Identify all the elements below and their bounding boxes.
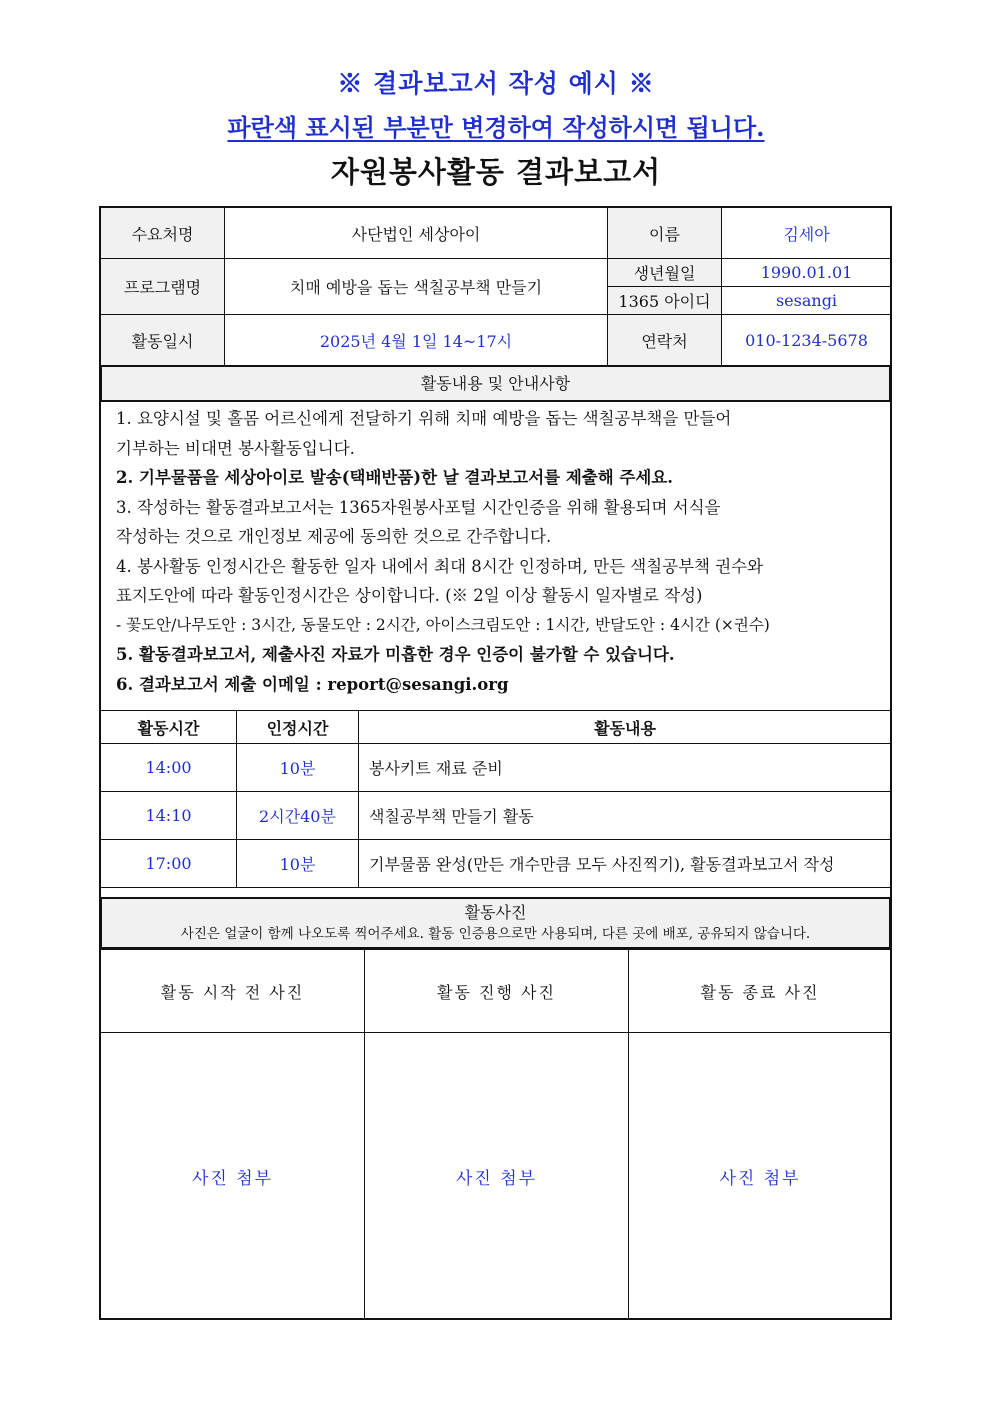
id-value: sesangi (722, 287, 892, 315)
activity-credit: 2시간40분 (237, 792, 359, 840)
activity-time: 14:00 (101, 744, 237, 792)
program-value: 치매 예방을 돕는 색칠공부책 만들기 (225, 259, 608, 315)
guide-line-1b: 기부하는 비대면 봉사활동입니다. (116, 438, 355, 458)
guide-line-1: 1. 요양시설 및 홀몸 어르신에게 전달하기 위해 치매 예방을 돕는 색칠공부책을 만들어 (116, 409, 732, 428)
org-value: 사단법인 세상아이 (225, 208, 608, 259)
guide-notes (116, 404, 888, 699)
guide-line-4b: 표지도안에 따라 활동인정시간은 상이합니다. (※ 2일 이상 활동시 일자별로 작성) (116, 586, 703, 605)
guide-line-3: 3. 작성하는 활동결과보고서는 1365자원봉사포털 시간인증을 위해 활용되며 서식을 (116, 497, 721, 517)
activity-credit-header: 인정시간 (237, 711, 359, 744)
activity-content: 봉사키트 재료 준비 (359, 744, 892, 792)
photo-after-attach[interactable]: 사진 첨부 (629, 1033, 892, 1320)
example-note: ※ 결과보고서 작성 예시 ※ (337, 69, 655, 98)
birth-label: 생년월일 (608, 259, 722, 287)
guide-line-5: 5. 활동결과보고서, 제출사진 자료가 미흡한 경우 인증이 불가할 수 있습니다. (116, 645, 675, 664)
photo-during-attach[interactable]: 사진 첨부 (365, 1033, 629, 1320)
photo-during-label: 활동 진행 사진 (365, 950, 629, 1033)
photo-table (100, 949, 892, 1320)
activity-time: 17:00 (101, 840, 237, 888)
photo-before-label: 활동 시작 전 사진 (101, 950, 365, 1033)
activity-time: 14:10 (101, 792, 237, 840)
activity-credit: 10분 (237, 744, 359, 792)
program-label: 프로그램명 (101, 259, 225, 315)
guide-line-3b: 작성하는 것으로 개인정보 제공에 동의한 것으로 간주합니다. (116, 527, 552, 546)
table-row (101, 744, 892, 792)
info-table (100, 207, 892, 366)
instruction-text: 파란색 표시된 부분만 변경하여 작성하시면 됩니다. (227, 113, 765, 142)
photo-heading: 활동사진 (464, 903, 527, 922)
guide-line-4: 4. 봉사활동 인정시간은 활동한 일자 내에서 최대 8시간 인정하며, 만든 색칠공부책 권수와 (116, 556, 764, 576)
guide-line-4c: - 꽃도안/나무도안 : 3시간, 동물도안 : 2시간, 아이스크림도안 : 1시간, 반달도안 : 4시간 (×권수) (116, 615, 770, 634)
table-row (101, 792, 892, 840)
date-value: 2025년 4월 1일 14~17시 (225, 315, 608, 366)
contact-value: 010-1234-5678 (722, 315, 892, 366)
date-label: 활동일시 (101, 315, 225, 366)
photo-note: 사진은 얼굴이 함께 나오도록 찍어주세요. 활동 인증용으로만 사용되며, 다른 곳에 배포, 공유되지 않습니다. (180, 926, 811, 942)
activity-table (100, 710, 892, 888)
name-label: 이름 (608, 208, 722, 259)
table-row (101, 840, 892, 888)
page-title: 자원봉사활동 결과보고서 (330, 155, 662, 189)
photo-before-attach[interactable]: 사진 첨부 (101, 1033, 365, 1320)
photo-after-label: 활동 종료 사진 (629, 950, 892, 1033)
guide-line-6: 6. 결과보고서 제출 이메일 : report@sesangi.org (116, 674, 509, 694)
instruction (0, 108, 992, 143)
activity-content-header: 활동내용 (359, 711, 892, 744)
id-label: 1365 아이디 (608, 287, 722, 315)
name-value: 김세아 (722, 208, 892, 259)
org-label: 수요처명 (101, 208, 225, 259)
guide-line-2: 2. 기부물품을 세상아이로 발송(택배반품)한 날 결과보고서를 제출해 주세요. (116, 468, 673, 487)
activity-time-header: 활동시간 (101, 711, 237, 744)
contact-label: 연락처 (608, 315, 722, 366)
guide-heading: 활동내용 및 안내사항 (100, 365, 891, 402)
birth-value: 1990.01.01 (722, 259, 892, 287)
photo-heading-bar (100, 897, 891, 949)
activity-content: 기부물품 완성(만든 개수만큼 모두 사진찍기), 활동결과보고서 작성 (359, 840, 892, 888)
activity-credit: 10분 (237, 840, 359, 888)
activity-content: 색칠공부책 만들기 활동 (359, 792, 892, 840)
